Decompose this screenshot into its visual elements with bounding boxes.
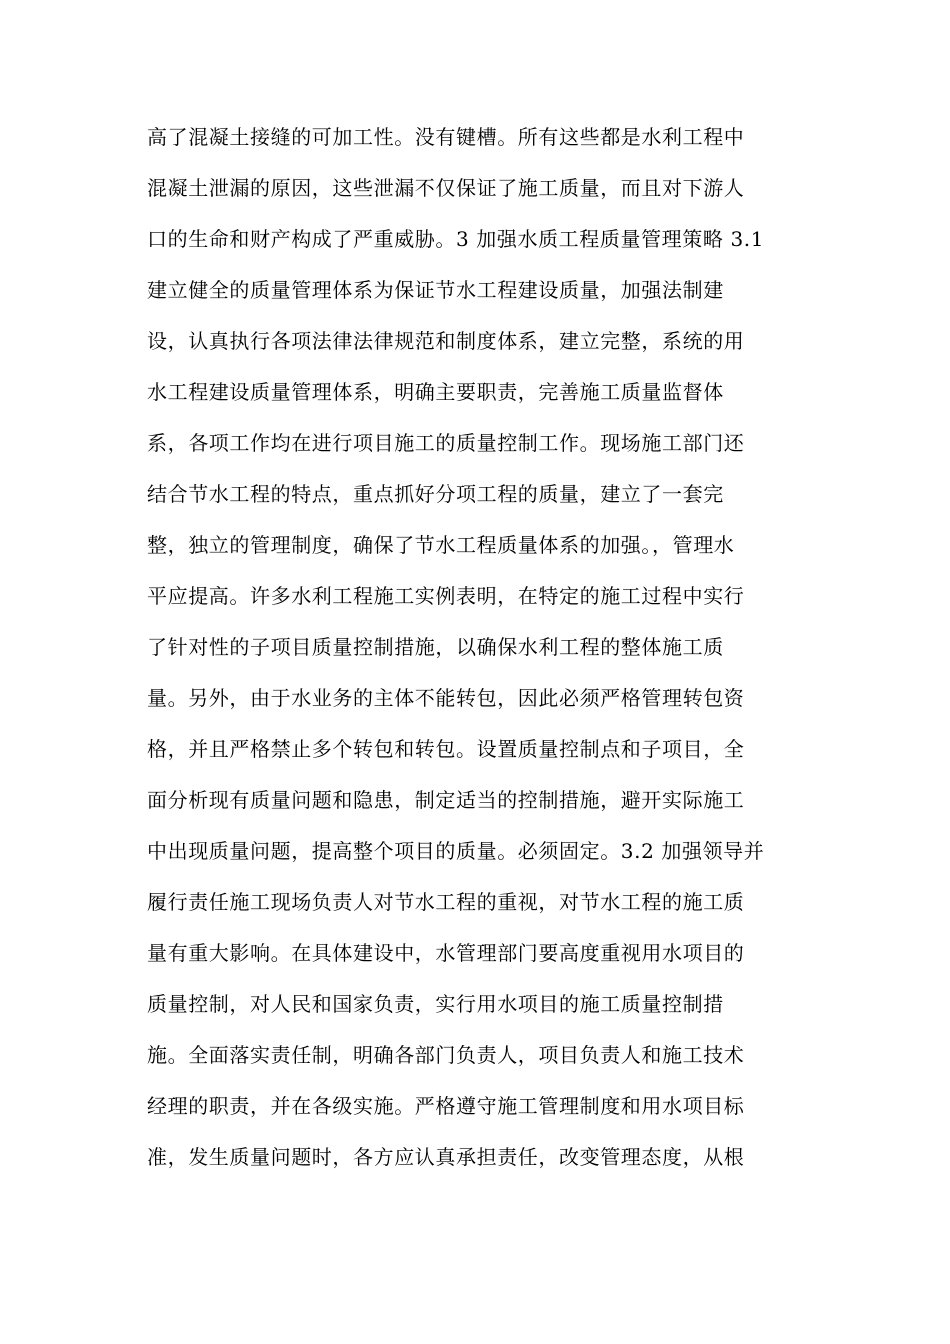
text-line: 整，独立的管理制度，确保了节水工程质量体系的加强。，管理水 — [147, 533, 735, 557]
text-line: 混凝土泄漏的原因，这些泄漏不仅保证了施工质量，而且对下游人 — [147, 176, 745, 200]
text-line: 面分析现有质量问题和隐患，制定适当的控制措施，避开实际施工 — [147, 788, 745, 812]
text-line: 质量控制，对人民和国家负责，实行用水项目的施工质量控制措 — [147, 992, 724, 1016]
text-line: 经理的职责，并在各级实施。严格遵守施工管理制度和用水项目标 — [147, 1094, 745, 1118]
text-line: 了针对性的子项目质量控制措施，以确保水利工程的整体施工质 — [147, 635, 724, 659]
text-line: 履行责任施工现场负责人对节水工程的重视，对节水工程的施工质 — [147, 890, 745, 914]
text-line: 施。全面落实责任制，明确各部门负责人，项目负责人和施工技术 — [147, 1043, 745, 1067]
text-line: 准，发生质量问题时，各方应认真承担责任，改变管理态度，从根 — [147, 1145, 745, 1169]
body-text — [147, 112, 827, 1183]
text-line: 高了混凝土接缝的可加工性。没有键槽。所有这些都是水利工程中 — [147, 125, 745, 149]
text-line: 设，认真执行各项法律法律规范和制度体系，建立完整，系统的用 — [147, 329, 745, 353]
text-line: 系，各项工作均在进行项目施工的质量控制工作。现场施工部门还 — [147, 431, 745, 455]
text-line: 结合节水工程的特点，重点抓好分项工程的质量，建立了一套完 — [147, 482, 724, 506]
text-line: 口的生命和财产构成了严重威胁。3 加强水质工程质量管理策略 3.1 — [147, 227, 765, 251]
text-line: 量。另外，由于水业务的主体不能转包，因此必须严格管理转包资 — [147, 686, 745, 710]
text-line: 量有重大影响。在具体建设中，水管理部门要高度重视用水项目的 — [147, 941, 745, 965]
text-line: 中出现质量问题，提高整个项目的质量。必须固定。3.2 加强领导并 — [147, 839, 765, 863]
text-line: 格，并且严格禁止多个转包和转包。设置质量控制点和子项目，全 — [147, 737, 745, 761]
text-line: 建立健全的质量管理体系为保证节水工程建设质量，加强法制建 — [147, 278, 724, 302]
text-line: 平应提高。许多水利工程施工实例表明，在特定的施工过程中实行 — [147, 584, 745, 608]
text-line: 水工程建设质量管理体系，明确主要职责，完善施工质量监督体 — [147, 380, 724, 404]
